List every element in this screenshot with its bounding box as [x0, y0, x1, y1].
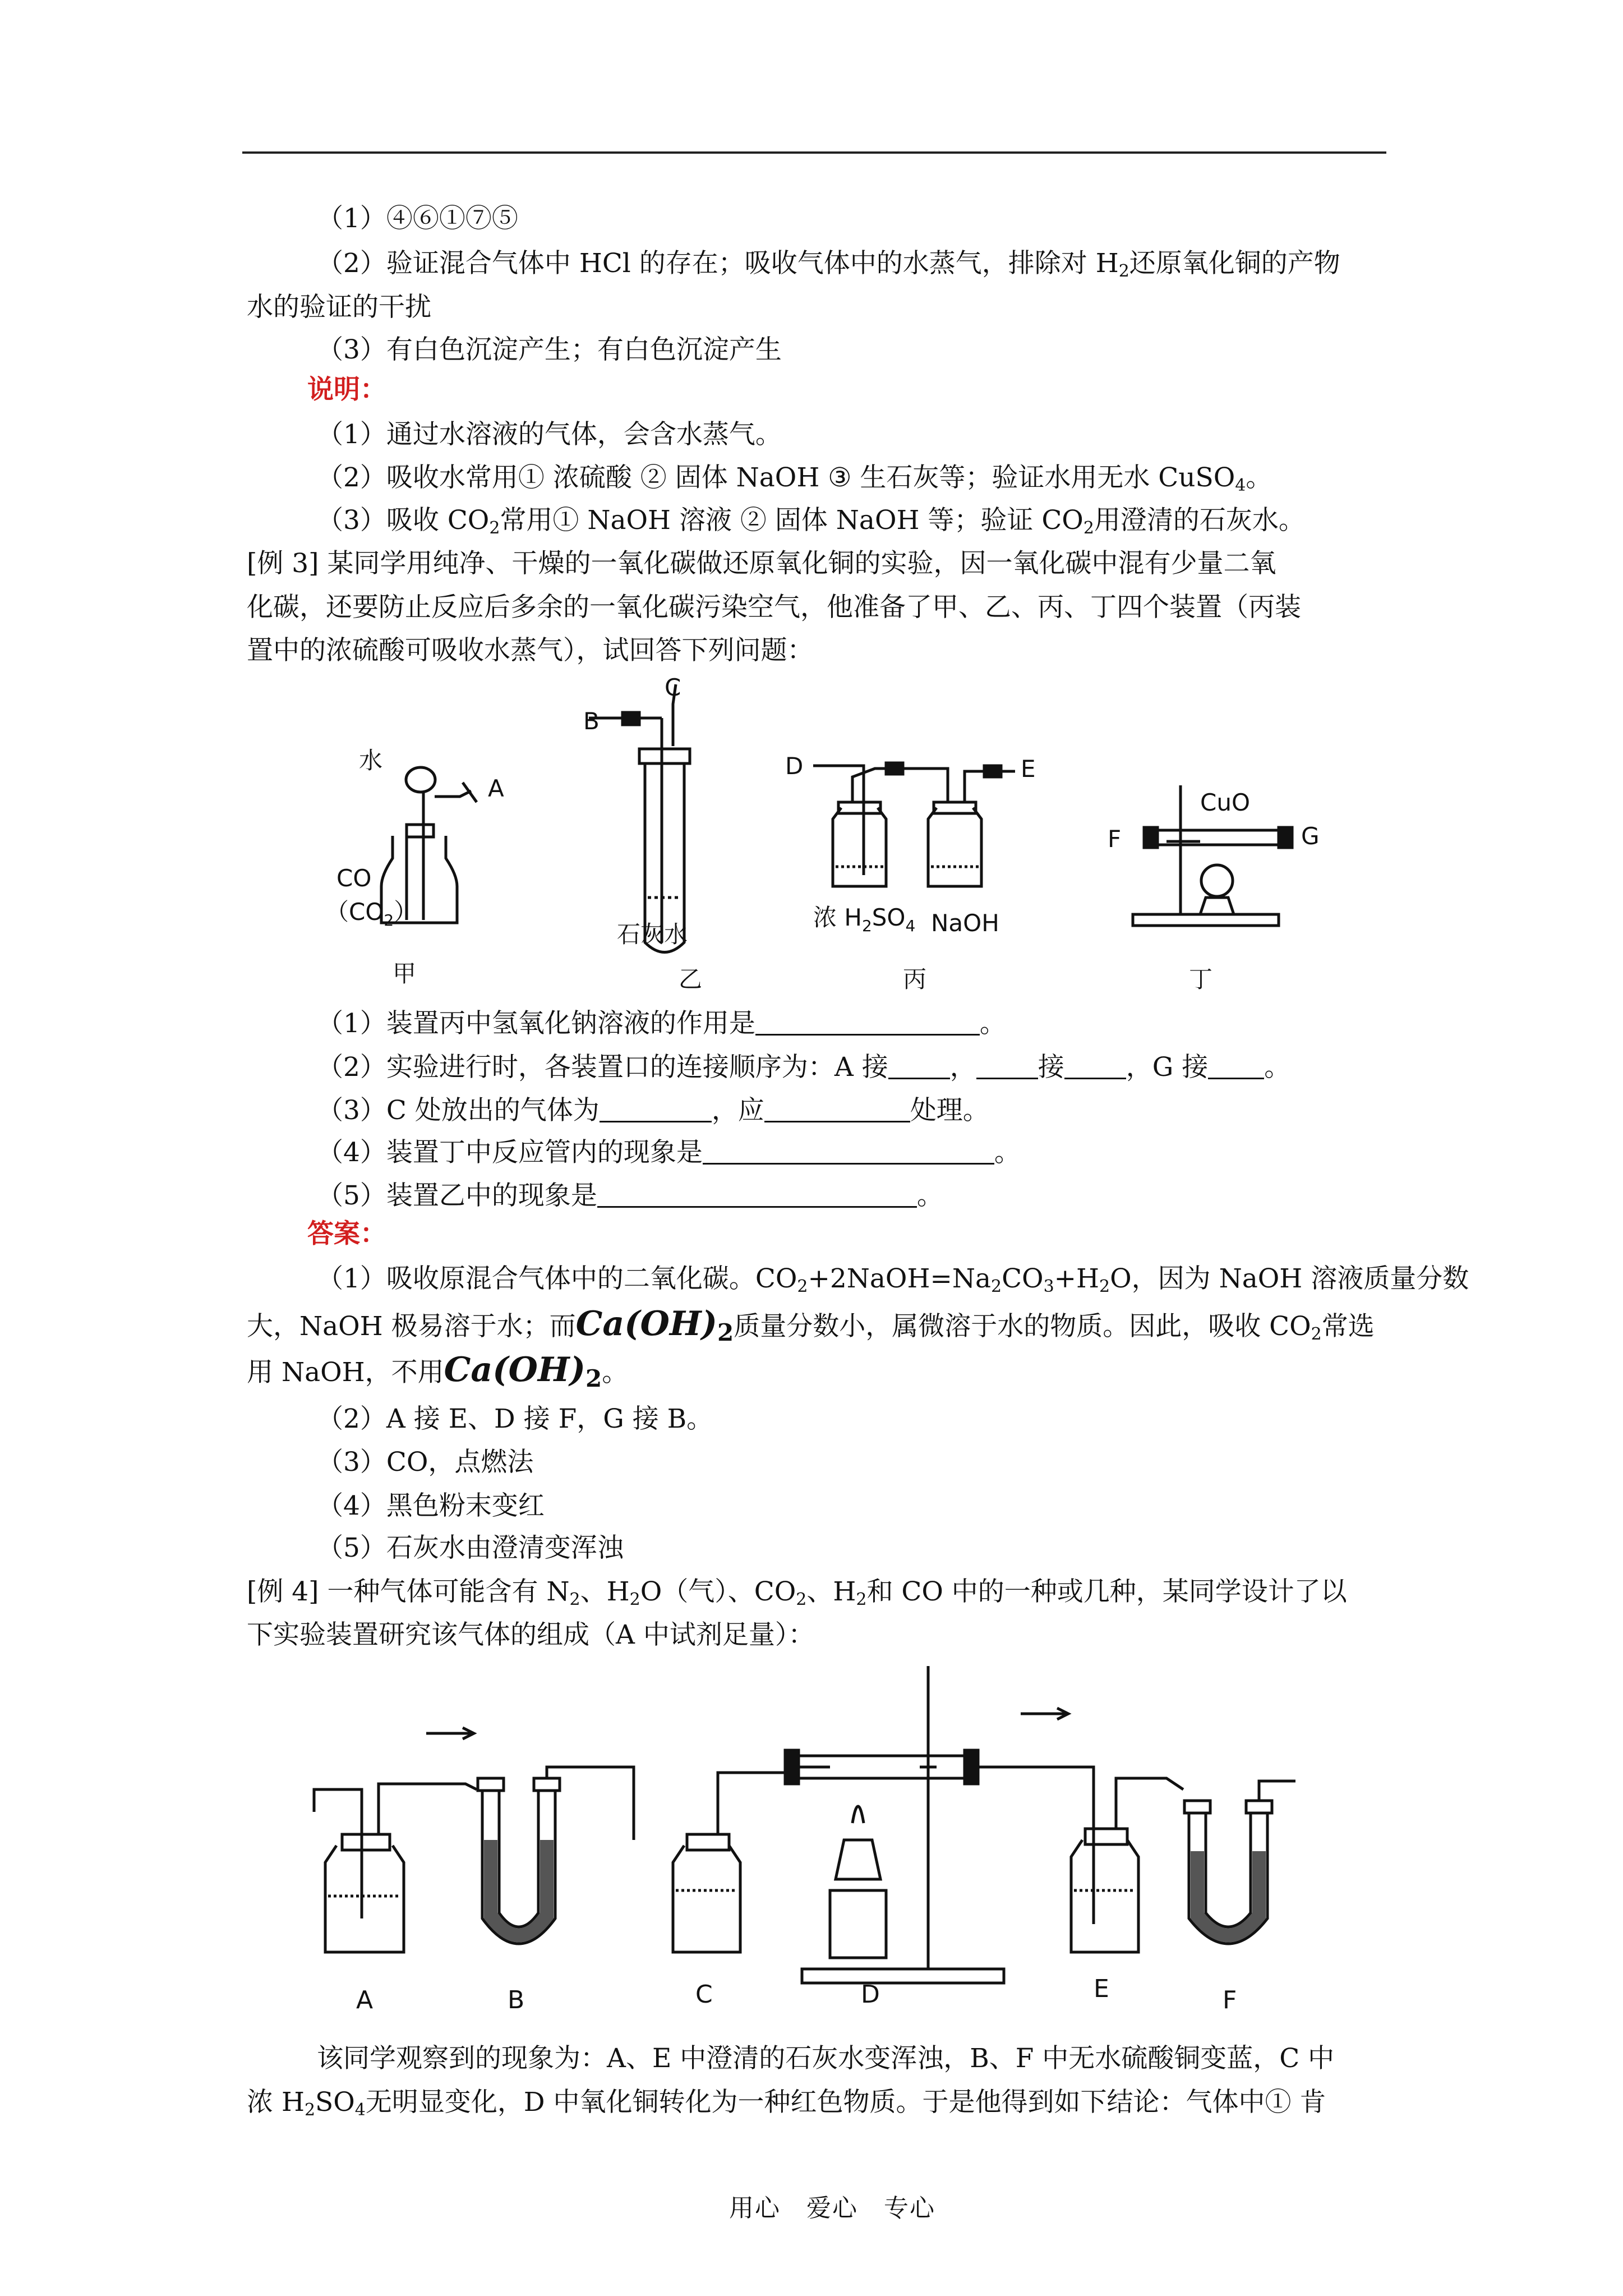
example3-answer-5: （5）石灰水由澄清变浑浊	[317, 1533, 624, 1563]
svg-text:B: B	[583, 707, 600, 735]
question-2: （2）实验进行时，各装置口的连接顺序为：A 接 ， 接 ，G 接 。	[317, 1052, 1291, 1083]
apparatus-figure-1	[325, 673, 1324, 1010]
header-rule	[242, 151, 1386, 154]
svg-text:C: C	[695, 1980, 713, 2009]
svg-text:G: G	[1301, 822, 1320, 850]
example3-answer-1-cont: 大，NaOH 极易溶于水；而Ca(OH)2质量分数小，属微溶于水的物质。因此，吸收 $CO_2$常选	[247, 1304, 1375, 1346]
note-2: （2）吸收水常用① 浓硫酸 ② 固体 NaOH ③ 生石灰等；验证水用无水 CuSO$_4$。	[317, 462, 1272, 495]
svg-text:石灰水: 石灰水	[617, 921, 688, 948]
answer-3: （3）有白色沉淀产生；有白色沉淀产生	[317, 334, 782, 365]
blank-3a[interactable]	[600, 1096, 712, 1122]
formula-caoh2-2: Ca(OH)2	[444, 1350, 602, 1392]
answer-heading: 答案：	[307, 1218, 386, 1249]
blank-1[interactable]	[755, 1009, 980, 1036]
answer-1: （1）④⑥①⑦⑤	[317, 203, 518, 234]
example3-answer-2: （2）A 接 E、D 接 F，G 接 B。	[317, 1404, 713, 1434]
answer-2-cont: 水的验证的干扰	[247, 292, 431, 323]
example3-intro-3: 置中的浓硫酸可吸收水蒸气），试回答下列问题：	[247, 635, 814, 666]
svg-text:F: F	[1223, 1986, 1237, 2014]
svg-text:（CO2）: $(CO_2)$	[325, 898, 418, 930]
svg-text:丙: 丙	[903, 965, 927, 993]
page-footer: 用心 爱心 专心	[729, 2194, 935, 2223]
question-5: （5）装置乙中的现象是 。	[317, 1180, 943, 1211]
svg-text:水: 水	[359, 747, 383, 774]
svg-text:NaOH: NaOH	[931, 909, 999, 937]
example3-answer-1-end: 用 NaOH，不用Ca(OH)2。	[247, 1350, 629, 1392]
note-3: （3）吸收 $CO_2$常用① NaOH 溶液 ② 固体 NaOH 等；验证 $CO_2$用澄清的石灰水。	[317, 505, 1305, 538]
example4-intro-1: [例 4] 一种气体可能含有 $N_2$、$H_2O$（气）、$CO_2$、$H_2$和 CO 中的一种或几种，某同学设计了以	[247, 1576, 1347, 1609]
blank-2d[interactable]	[1208, 1053, 1264, 1079]
svg-text:C: C	[665, 674, 681, 701]
blank-5[interactable]	[597, 1181, 917, 1208]
blank-2a[interactable]	[888, 1053, 950, 1079]
blank-4[interactable]	[703, 1138, 994, 1165]
svg-text:丁: 丁	[1189, 965, 1213, 993]
example3-answer-3: （3）CO，点燃法	[317, 1447, 534, 1478]
svg-text:D: D	[861, 1980, 880, 2009]
observation-2: 浓 $H_2SO_4$无明显变化，D 中氧化铜转化为一种红色物质。于是他得到如下结论：气体中① 肯	[247, 2087, 1326, 2120]
example3-answer-4: （4）黑色粉末变红	[317, 1490, 545, 1521]
svg-text:乙: 乙	[679, 965, 703, 993]
observation-1: 该同学观察到的现象为：A、E 中澄清的石灰水变浑浊，B、F 中无水硫酸铜变蓝，C 中	[317, 2043, 1335, 2074]
question-4: （4）装置丁中反应管内的现象是 。	[317, 1137, 1021, 1168]
example3-intro-2: 化碳，还要防止反应后多余的一氧化碳污染空气，他准备了甲、乙、丙、丁四个装置（丙装	[247, 592, 1301, 623]
question-1: （1）装置丙中氢氧化钠溶液的作用是 。	[317, 1008, 1006, 1039]
example4-intro-2: 下实验装置研究该气体的组成（A 中试剂足量）：	[247, 1619, 815, 1650]
svg-text:浓 H2SO4: 浓 $H_2SO_4$	[813, 904, 916, 935]
formula-caoh2: Ca(OH)2	[575, 1304, 734, 1346]
svg-text:E: E	[1094, 1975, 1109, 2003]
notes-heading: 说明：	[307, 374, 386, 405]
svg-text:E: E	[1021, 755, 1036, 783]
svg-text:A: A	[356, 1986, 374, 2014]
apparatus-figure-2	[297, 1655, 1408, 2025]
blank-2c[interactable]	[1064, 1053, 1126, 1079]
svg-text:CuO: CuO	[1200, 789, 1251, 816]
note-1: （1）通过水溶液的气体，会含水蒸气。	[317, 419, 782, 450]
svg-text:B: B	[508, 1986, 525, 2014]
question-3: （3）C 处放出的气体为 ，应 处理。	[317, 1095, 989, 1126]
svg-text:甲: 甲	[393, 960, 417, 987]
example3-intro-1: [例 3] 某同学用纯净、干燥的一氧化碳做还原氧化铜的实验，因一氧化碳中混有少量二氧	[247, 548, 1276, 579]
blank-2b[interactable]	[976, 1053, 1038, 1079]
svg-text:A: A	[488, 775, 504, 802]
answer-2: （2）验证混合气体中 HCl 的存在；吸收气体中的水蒸气，排除对 $H_2$还原氧化铜的产物	[317, 248, 1340, 281]
svg-text:CO: CO	[336, 864, 372, 892]
blank-3b[interactable]	[764, 1096, 910, 1122]
svg-text:D: D	[785, 752, 804, 780]
svg-text:F: F	[1108, 825, 1122, 853]
example3-answer-1: （1）吸收原混合气体中的二氧化碳。$CO_2+2NaOH=Na_2CO_3+H_2O$，因为 NaOH 溶液质量分数	[317, 1263, 1469, 1296]
